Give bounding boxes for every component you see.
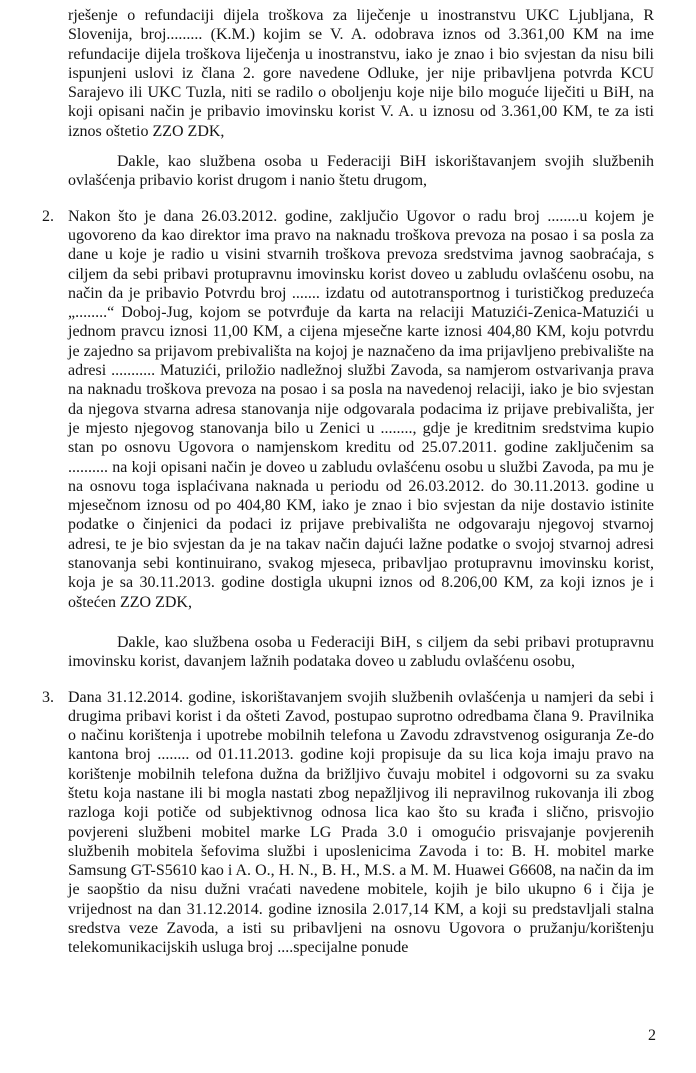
list-number: 3. — [42, 688, 54, 706]
list-number: 2. — [42, 207, 54, 225]
paragraph: Dakle, kao službena osoba u Federaciji BiH, s ciljem da sebi pribavi protupravnu imovinsku korist, davanjem lažnih podataka doveo u zabludu ovlašćenu osobu, — [68, 633, 654, 671]
paragraph-text: Nakon što je dana 26.03.2012. godine, zaključio Ugovor o radu broj ........u kojem je ugovoreno da kao direktor ima pravo na naknadu troškova prevoza na posao i sa posla za dane u koje je radio u visini stvarnih troškova prevoza sredstvima javnog saobraćaja, s ciljem da sebi pribavi protupravnu imovinsku korist doveo u zabludu ovlašćenu osobu, na način da je pribavio Potvrdu broj ....... izdatu od autotransportnog i turističkog preduzeća „........“ Doboj-Jug, kojom se potvrđuje da karta na relaciji Matuzići-Zenica-Matuzići u jednom pravcu iznosi 11,00 KM, a cijena mjesečne karte iznosi 404,80 KM, koju potvrdu je zajedno sa prijavom prebivališta na kojoj je naznačeno da ima prijavljeno prebivalište na adresi ........... Matuzići, priložio nadležnoj službi Zavoda, sa namjerom ostvarivanja prava na naknadu troškova prevoza na posao i sa posla na navedenoj relaciji, iako je bio svjestan da njegova stvarna adresa stanovanja nije odgovarala podacima iz prijave prebivališta, jer je mjesto njegovog stanovanja bilo u Zenici u ........, gdje je kreditnim sredstvima kupio stan po osnovu Ugovora o namjenskom kreditu od 25.07.2011. godine zaključenim sa .......... na koji opisani način je doveo u zabludu ovlašćenu osobu u službi Zavoda, pa mu je na osnovu toga isplaćivana naknada u periodu od 26.03.2012. do 30.11.2013. godine u mjesečnom iznosu od po 404,80 KM, iako je znao i bio svjestan da nije dostavio istinite podatke o činjenici da podaci iz prijave prebivališta ne odgovaraju njegovoj stvarnoj adresi, te je bio svjestan da je na takav način dajući lažne podatke o svojoj stvarnoj adresi stanovanja sebi kontinuirano, svakog mjeseca, pribavljao protupravnu imovinsku korist, koja je sa 30.11.2013. godine dostigla ukupni iznos od 8.206,00 KM, za koji iznos je i oštećen ZZO ZDK, — [68, 207, 654, 611]
document-body — [42, 6, 654, 979]
page-number: 2 — [648, 1027, 656, 1044]
paragraph-text: Dana 31.12.2014. godine, iskorištavanjem svojih službenih ovlašćenja u namjeri da sebi i drugima pribavi korist i da ošteti Zavod, postupao suprotno odredbama člana 9. Pravilnika o načinu korištenja i upotrebe mobilnih telefona u Zavodu zdravstvenog osiguranja Ze-do kantona broj ........ od 01.11.2013. godine koji propisuje da su lica koja imaju pravo na korištenje mobilnih telefona dužna da brižljivo čuvaju mobitel i odgovorni su za svaku štetu koja nastane ili bi mogla nastati zbog nepažljivog ili nepravilnog rukovanja ili zbog razloga koji potiče od subjektivnog odnosa lica kao što su krađa i slično, prisvojio povjereni službeni mobitel marke LG Prada 3.0 i omogućio prisvajanje povjerenih službenih mobitela šefovima službi i uposlenicima Zavoda i to: B. H. mobitel marke Samsung GT-S5610 kao i A. O., H. N., B. H., M.S. a M. M. Huawei G6608, na način da im je saopštio da nisu dužni vraćati navedene mobitele, kojih je bilo ukupno 6 i čija je vrijednost na dan 31.12.2014. godine iznosila 2.017,14 KM, a koji su predstavljali stalna sredstva veze Zavoda, a isti su pribavljeni na osnovu Ugovora o pružanju/korištenju telekomunikacijskih usluga broj ....specijalne ponude — [68, 688, 654, 957]
paragraph: rješenje o refundaciji dijela troškova za liječenje u inostranstvu UKC Ljubljana, R Slovenija, broj......... (K.M.) kojim se V. A. odobrava iznos od 3.361,00 KM na ime refundacije dijela troškova liječenja u inostranstvu, iako je znao i bio svjestan da nisu bili ispunjeni uslovi iz člana 2. gore navedene Odluke, jer nije pribavljena potvrda KCU Sarajevo ili UKC Tuzla, niti se radilo o oboljenju koje nije bilo moguće liječiti u BiH, na koji opisani način je pribavio imovinsku korist V. A. u iznosu od 3.361,00 KM, te za isti iznos oštetio ZZO ZDK, — [68, 7, 654, 140]
paragraph: Dakle, kao službena osoba u Federaciji BiH iskorištavanjem svojih službenih ovlašćenja pribavio korist drugom i nanio štetu drugom, — [68, 153, 654, 190]
numbered-paragraph — [42, 207, 654, 612]
numbered-paragraph — [42, 688, 654, 958]
